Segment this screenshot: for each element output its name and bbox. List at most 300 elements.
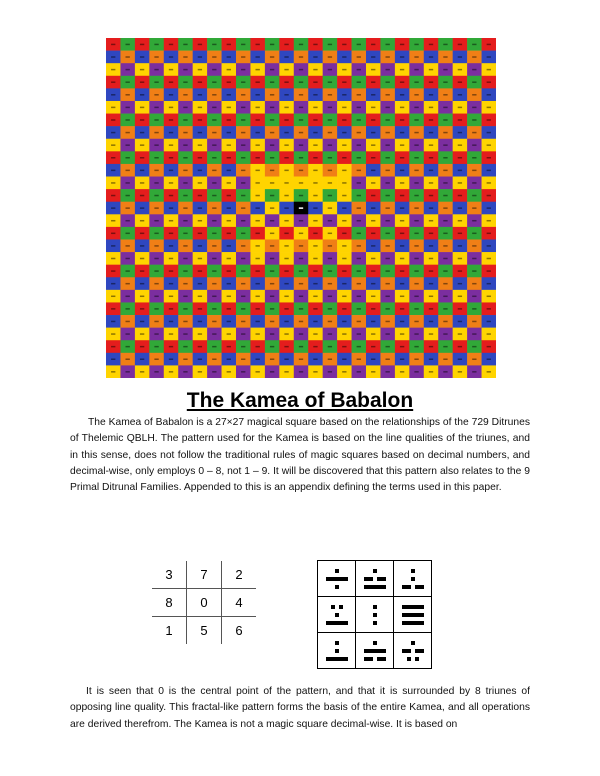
kamea-cell-glyph [212, 245, 216, 247]
kamea-cell-glyph [371, 258, 375, 260]
kamea-cell-glyph [111, 258, 115, 260]
kamea-cell-glyph [140, 371, 144, 373]
kamea-cell-glyph [328, 220, 332, 222]
kamea-cell-glyph [241, 333, 245, 335]
kamea-cell-glyph [443, 195, 447, 197]
kamea-cell-glyph [111, 296, 115, 298]
kamea-cell-glyph [299, 69, 303, 71]
kamea-cell-glyph [198, 333, 202, 335]
kamea-cell-glyph [126, 157, 130, 159]
kamea-cell-glyph [198, 220, 202, 222]
kamea-cell-glyph [227, 245, 231, 247]
kamea-cell-glyph [342, 358, 346, 360]
kamea-cell-glyph [299, 170, 303, 172]
kamea-cell-glyph [429, 56, 433, 58]
kamea-cell-glyph [227, 107, 231, 109]
kamea-cell-glyph [270, 358, 274, 360]
kamea-cell-glyph [212, 321, 216, 323]
kamea-cell-glyph [472, 182, 476, 184]
kamea-cell-glyph [227, 157, 231, 159]
kamea-cell-glyph [429, 333, 433, 335]
kamea-cell-glyph [212, 346, 216, 348]
kamea-cell-glyph [227, 371, 231, 373]
kamea-cell-glyph [328, 81, 332, 83]
kamea-cell-glyph [111, 358, 115, 360]
kamea-cell-glyph [169, 333, 173, 335]
kamea-cell-glyph [284, 107, 288, 109]
kamea-cell-glyph [400, 245, 404, 247]
kamea-cell-glyph [198, 170, 202, 172]
kamea-cell-glyph [169, 44, 173, 46]
kamea-cell-glyph [487, 69, 491, 71]
kamea-cell-glyph [227, 207, 231, 209]
kamea-cell-glyph [227, 56, 231, 58]
kamea-cell-glyph [429, 308, 433, 310]
kamea-cell-glyph [284, 157, 288, 159]
kamea-cell-glyph [140, 157, 144, 159]
kamea-cell-glyph [140, 195, 144, 197]
kamea-cell-glyph [154, 346, 158, 348]
kamea-cell-glyph [357, 308, 361, 310]
kamea-cell-glyph [183, 358, 187, 360]
kamea-cell-glyph [227, 81, 231, 83]
kamea-cell-glyph [313, 56, 317, 58]
kamea-cell-glyph [241, 56, 245, 58]
kamea-cell-glyph [386, 94, 390, 96]
kamea-cell-glyph [140, 44, 144, 46]
kamea-cell-glyph [126, 258, 130, 260]
kamea-cell-glyph [487, 207, 491, 209]
kamea-cell-glyph [111, 270, 115, 272]
kamea-cell-glyph [371, 107, 375, 109]
kamea-cell-glyph [386, 321, 390, 323]
kamea-cell-glyph [443, 283, 447, 285]
kamea-cell-glyph [313, 107, 317, 109]
number-cell: 6 [222, 617, 257, 645]
kamea-cell-glyph [429, 195, 433, 197]
kamea-cell-glyph [256, 56, 260, 58]
kamea-cell-glyph [443, 358, 447, 360]
kamea-cell-glyph [414, 195, 418, 197]
kamea-cell-glyph [256, 81, 260, 83]
kamea-cell-glyph [212, 333, 216, 335]
kamea-cell-glyph [169, 258, 173, 260]
kamea-cell-glyph [472, 119, 476, 121]
kamea-cell-glyph [241, 358, 245, 360]
kamea-cell-glyph [458, 94, 462, 96]
kamea-cell-glyph [270, 308, 274, 310]
triune-cell [394, 597, 432, 633]
kamea-cell-glyph [400, 321, 404, 323]
kamea-cell-glyph [299, 220, 303, 222]
kamea-cell-glyph [299, 358, 303, 360]
kamea-cell-glyph [299, 321, 303, 323]
kamea-cell-glyph [400, 182, 404, 184]
kamea-cell-glyph [342, 69, 346, 71]
kamea-cell-glyph [241, 107, 245, 109]
kamea-cell-glyph [472, 207, 476, 209]
kamea-cell-glyph [126, 44, 130, 46]
kamea-cell-glyph [212, 107, 216, 109]
kamea-cell-glyph [256, 207, 260, 209]
kamea-cell-glyph [154, 207, 158, 209]
kamea-cell-glyph [227, 144, 231, 146]
kamea-cell-glyph [313, 233, 317, 235]
triune-glyph-grid [317, 560, 432, 669]
kamea-cell-glyph [386, 107, 390, 109]
page-title: The Kamea of Babalon [186, 389, 414, 412]
kamea-cell-glyph [140, 182, 144, 184]
kamea-cell-glyph [256, 296, 260, 298]
kamea-cell-glyph [126, 144, 130, 146]
kamea-cell-glyph [140, 207, 144, 209]
kamea-cell-glyph [256, 220, 260, 222]
kamea-cell-glyph [313, 296, 317, 298]
kamea-cell-glyph [400, 81, 404, 83]
kamea-cell-glyph [386, 333, 390, 335]
kamea-cell-glyph [342, 371, 346, 373]
kamea-cell-glyph [256, 144, 260, 146]
kamea-cell-glyph [443, 170, 447, 172]
kamea-cell-glyph [458, 81, 462, 83]
kamea-cell-glyph [111, 44, 115, 46]
kamea-cell-glyph [472, 157, 476, 159]
kamea-cell-glyph [140, 321, 144, 323]
kamea-cell-glyph [357, 195, 361, 197]
kamea-cell-glyph [140, 119, 144, 121]
kamea-cell-glyph [443, 107, 447, 109]
kamea-cell-glyph [443, 233, 447, 235]
kamea-cell-glyph [183, 371, 187, 373]
kamea-cell-glyph [111, 119, 115, 121]
kamea-cell-glyph [313, 195, 317, 197]
kamea-cell-glyph [284, 296, 288, 298]
kamea-cell-glyph [458, 245, 462, 247]
kamea-cell-glyph [313, 333, 317, 335]
kamea-cell-glyph [270, 283, 274, 285]
kamea-cell-glyph [472, 270, 476, 272]
kamea-cell-glyph [212, 308, 216, 310]
kamea-cell-glyph [371, 283, 375, 285]
kamea-cell-glyph [400, 107, 404, 109]
kamea-cell-glyph [487, 44, 491, 46]
kamea-cell-glyph [154, 132, 158, 134]
triune-5-icon [361, 638, 389, 664]
kamea-cell-glyph [429, 170, 433, 172]
kamea-cell-glyph [256, 358, 260, 360]
kamea-cell-glyph [169, 220, 173, 222]
kamea-cell-glyph [443, 258, 447, 260]
kamea-cell-glyph [443, 119, 447, 121]
kamea-cell-glyph [299, 107, 303, 109]
kamea-cell-glyph [198, 371, 202, 373]
kamea-cell-glyph [299, 195, 303, 197]
kamea-cell-glyph [429, 346, 433, 348]
kamea-cell-glyph [328, 94, 332, 96]
kamea-cell-glyph [357, 119, 361, 121]
kamea-cell-glyph [342, 195, 346, 197]
kamea-cell-glyph [111, 81, 115, 83]
kamea-cell-glyph [169, 182, 173, 184]
kamea-cell-glyph [256, 182, 260, 184]
kamea-cell-glyph [313, 358, 317, 360]
kamea-cell-glyph [212, 207, 216, 209]
kamea-cell-glyph [256, 44, 260, 46]
kamea-cell-glyph [284, 56, 288, 58]
triune-cell [356, 633, 394, 669]
kamea-cell-glyph [357, 346, 361, 348]
kamea-cell-glyph [154, 220, 158, 222]
kamea-cell-glyph [429, 283, 433, 285]
kamea-cell-glyph [357, 170, 361, 172]
kamea-cell-glyph [458, 157, 462, 159]
kamea-cell-glyph [183, 144, 187, 146]
kamea-cell-glyph [371, 119, 375, 121]
kamea-cell-glyph [487, 258, 491, 260]
kamea-cell-glyph [198, 132, 202, 134]
kamea-cell-glyph [371, 144, 375, 146]
kamea-cell-glyph [256, 119, 260, 121]
kamea-cell-glyph [371, 220, 375, 222]
kamea-cell-glyph [400, 69, 404, 71]
kamea-cell-glyph [169, 245, 173, 247]
kamea-cell-glyph [284, 132, 288, 134]
kamea-cell-glyph [256, 94, 260, 96]
kamea-cell-glyph [284, 308, 288, 310]
kamea-cell-glyph [299, 144, 303, 146]
kamea-cell-glyph [111, 220, 115, 222]
kamea-cell-glyph [443, 56, 447, 58]
kamea-cell-glyph [198, 346, 202, 348]
kamea-cell-glyph [111, 333, 115, 335]
kamea-cell-glyph [284, 220, 288, 222]
kamea-cell-glyph [458, 107, 462, 109]
kamea-cell-glyph [299, 296, 303, 298]
kamea-cell-glyph [183, 296, 187, 298]
kamea-cell-glyph [111, 107, 115, 109]
kamea-cell-glyph [212, 195, 216, 197]
kamea-cell-glyph [429, 44, 433, 46]
kamea-cell-glyph [154, 69, 158, 71]
kamea-cell-glyph [429, 69, 433, 71]
kamea-cell-glyph [400, 157, 404, 159]
kamea-cell-glyph [429, 258, 433, 260]
kamea-cell-glyph [169, 308, 173, 310]
triune-6-icon [399, 638, 427, 664]
kamea-cell-glyph [126, 308, 130, 310]
kamea-cell-glyph [487, 94, 491, 96]
kamea-cell-glyph [284, 69, 288, 71]
kamea-cell-glyph [313, 132, 317, 134]
kamea-cell-glyph [169, 296, 173, 298]
kamea-cell-glyph [414, 132, 418, 134]
kamea-cell-glyph [212, 358, 216, 360]
kamea-cell-glyph [328, 56, 332, 58]
kamea-cell-glyph [386, 56, 390, 58]
kamea-cell-glyph [270, 207, 274, 209]
kamea-cell-glyph [284, 182, 288, 184]
kamea-cell-glyph [472, 94, 476, 96]
kamea-cell-glyph [386, 195, 390, 197]
kamea-cell-glyph [126, 107, 130, 109]
kamea-cell-glyph [342, 144, 346, 146]
kamea-cell-glyph [241, 157, 245, 159]
kamea-cell-glyph [169, 233, 173, 235]
kamea-cell-glyph [241, 296, 245, 298]
kamea-cell-glyph [429, 119, 433, 121]
triune-1-icon [323, 638, 351, 664]
number-cell: 1 [152, 617, 187, 645]
kamea-cell-glyph [154, 245, 158, 247]
kamea-cell-glyph [154, 170, 158, 172]
kamea-cell-glyph [212, 132, 216, 134]
triune-4-icon [399, 602, 427, 628]
kamea-cell-glyph [154, 195, 158, 197]
kamea-cell-glyph [371, 245, 375, 247]
triune-cell [394, 633, 432, 669]
kamea-cell-glyph [487, 144, 491, 146]
kamea-cell-glyph [212, 233, 216, 235]
kamea-cell-glyph [429, 321, 433, 323]
kamea-cell-glyph [328, 144, 332, 146]
kamea-cell-glyph [241, 69, 245, 71]
kamea-cell-glyph [154, 296, 158, 298]
kamea-cell-glyph [111, 132, 115, 134]
kamea-cell-glyph [198, 81, 202, 83]
kamea-cell-glyph [313, 207, 317, 209]
kamea-cell-glyph [241, 308, 245, 310]
kamea-cell-glyph [443, 132, 447, 134]
kamea-cell-glyph [198, 321, 202, 323]
kamea-cell-glyph [414, 270, 418, 272]
kamea-cell-glyph [198, 358, 202, 360]
kamea-cell-glyph [140, 333, 144, 335]
kamea-cell-glyph [458, 182, 462, 184]
kamea-cell-glyph [198, 258, 202, 260]
kamea-cell-glyph [342, 321, 346, 323]
kamea-cell-glyph [386, 283, 390, 285]
triune-cell [318, 561, 356, 597]
kamea-cell-glyph [443, 69, 447, 71]
kamea-cell-glyph [386, 270, 390, 272]
triune-cell [356, 561, 394, 597]
kamea-cell-glyph [256, 346, 260, 348]
kamea-cell-glyph [227, 94, 231, 96]
kamea-cell-glyph [212, 56, 216, 58]
kamea-cell-glyph [169, 81, 173, 83]
kamea-cell-glyph [241, 245, 245, 247]
kamea-cell-glyph [256, 233, 260, 235]
kamea-cell-glyph [126, 296, 130, 298]
kamea-cell-glyph [342, 119, 346, 121]
kamea-cell-glyph [111, 371, 115, 373]
kamea-cell-glyph [400, 220, 404, 222]
kamea-cell-glyph [342, 170, 346, 172]
kamea-cell-glyph [241, 195, 245, 197]
kamea-cell-glyph [313, 119, 317, 121]
kamea-cell-glyph [429, 358, 433, 360]
kamea-cell-glyph [241, 233, 245, 235]
kamea-cell-glyph [487, 371, 491, 373]
kamea-cell-glyph [154, 308, 158, 310]
kamea-cell-glyph [342, 81, 346, 83]
kamea-cell-glyph [169, 94, 173, 96]
kamea-cell-glyph [429, 144, 433, 146]
kamea-cell-glyph [414, 283, 418, 285]
kamea-cell-glyph [241, 346, 245, 348]
kamea-cell-glyph [357, 56, 361, 58]
kamea-cell-glyph [270, 44, 274, 46]
kamea-cell-glyph [429, 270, 433, 272]
kamea-cell-glyph [313, 81, 317, 83]
kamea-cell-glyph [126, 170, 130, 172]
kamea-cell-glyph [169, 119, 173, 121]
kamea-cell-glyph [140, 132, 144, 134]
kamea-cell-glyph [212, 157, 216, 159]
kamea-cell-glyph [371, 233, 375, 235]
kamea-cell-glyph [198, 44, 202, 46]
kamea-cell-glyph [227, 270, 231, 272]
kamea-cell-glyph [227, 195, 231, 197]
kamea-cell-glyph [284, 94, 288, 96]
kamea-cell-glyph [270, 245, 274, 247]
kamea-cell-glyph [227, 182, 231, 184]
kamea-cell-glyph [328, 296, 332, 298]
kamea-cell-glyph [111, 144, 115, 146]
kamea-cell-glyph [183, 182, 187, 184]
kamea-cell-glyph [169, 69, 173, 71]
kamea-cell-glyph [371, 94, 375, 96]
kamea-cell-glyph [270, 107, 274, 109]
kamea-cell-glyph [284, 170, 288, 172]
kamea-cell-glyph [458, 346, 462, 348]
kamea-cell-glyph [299, 233, 303, 235]
kamea-cell-glyph [284, 195, 288, 197]
kamea-cell-glyph [357, 132, 361, 134]
kamea-cell-glyph [414, 44, 418, 46]
kamea-cell-glyph [169, 144, 173, 146]
kamea-cell-glyph [400, 283, 404, 285]
kamea-cell-glyph [328, 371, 332, 373]
kamea-cell-glyph [270, 119, 274, 121]
kamea-cell-glyph [371, 371, 375, 373]
kamea-cell-glyph [241, 94, 245, 96]
kamea-cell-glyph [313, 321, 317, 323]
kamea-cell-glyph [183, 346, 187, 348]
kamea-cell-glyph [400, 144, 404, 146]
kamea-cell-glyph [126, 358, 130, 360]
kamea-cell-glyph [472, 132, 476, 134]
kamea-cell-glyph [140, 233, 144, 235]
kamea-cell-glyph [212, 94, 216, 96]
kamea-cell-glyph [357, 182, 361, 184]
kamea-cell-glyph [472, 144, 476, 146]
kamea-cell-glyph [299, 94, 303, 96]
kamea-cell-glyph [328, 132, 332, 134]
kamea-cell-glyph [256, 258, 260, 260]
kamea-cell-glyph [414, 371, 418, 373]
kamea-cell-glyph [198, 56, 202, 58]
kamea-cell-glyph [140, 144, 144, 146]
kamea-cell-glyph [227, 44, 231, 46]
kamea-cell-glyph [400, 233, 404, 235]
kamea-cell-glyph [256, 283, 260, 285]
kamea-cell-glyph [256, 321, 260, 323]
kamea-cell-glyph [169, 358, 173, 360]
kamea-cell-glyph [443, 371, 447, 373]
kamea-cell-glyph [227, 258, 231, 260]
kamea-cell-glyph [487, 333, 491, 335]
